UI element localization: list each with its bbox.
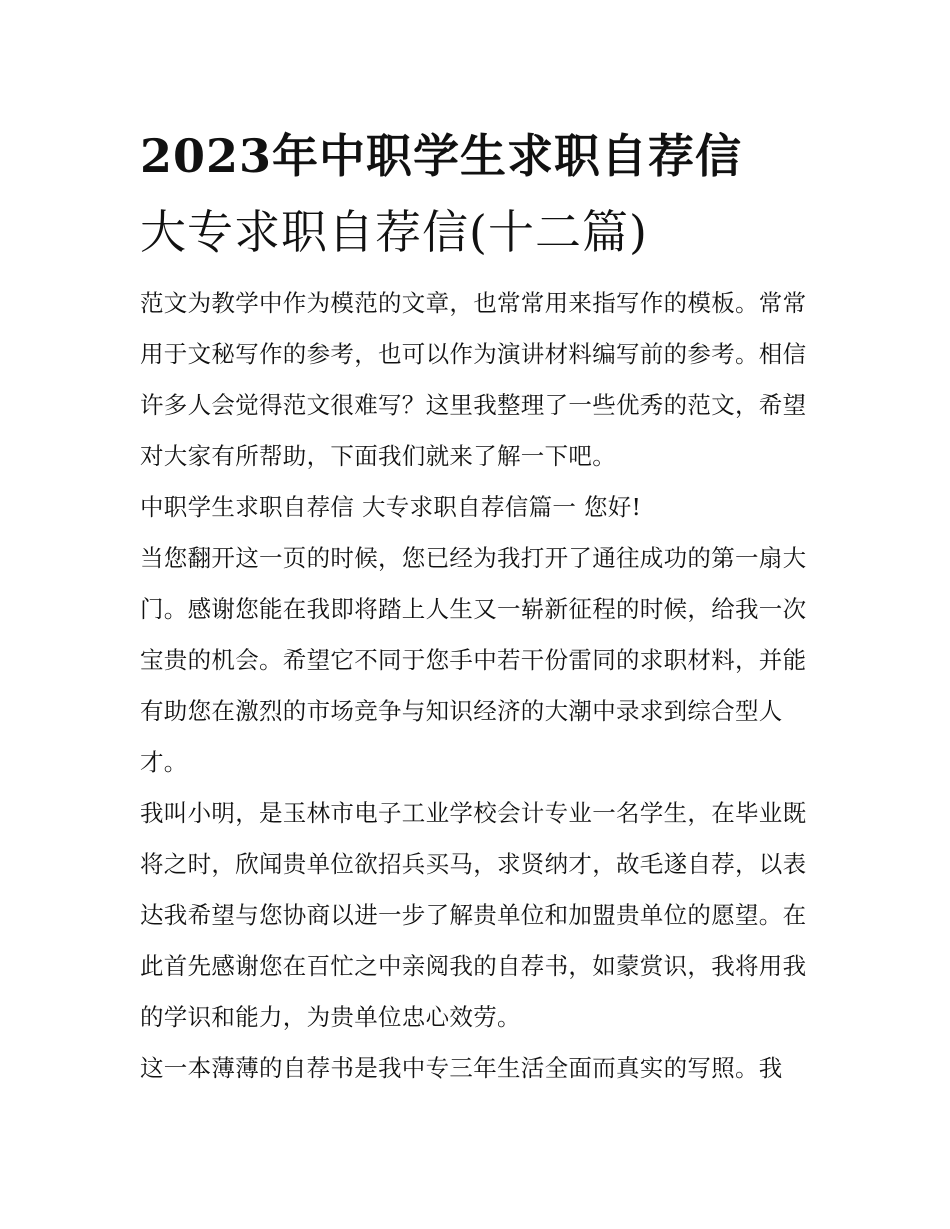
paragraph-heading-greeting: 中职学生求职自荐信 大专求职自荐信篇一 您好!	[140, 493, 642, 521]
document-title-line-1: 2023年中职学生求职自荐信	[140, 129, 743, 183]
paragraph-closing-fragment: 这一本薄薄的自荐书是我中专三年生活全面而真实的写照。我	[140, 1054, 783, 1082]
document-title-line-2: 大专求职自荐信(十二篇)	[140, 205, 648, 259]
paragraph-self-introduction: 我叫小明，是玉林市电子工业学校会计专业一名学生，在毕业既将之时，欣闻贵单位欲招兵买马，求贤纳才，故毛遂自荐，以表达我希望与您协商以进一步了解贵单位和加盟贵单位的愿望。在此首先感谢您在百忙之中亲阅我的自荐书，如蒙赏识，我将用我的学识和能力，为贵单位忠心效劳。	[140, 799, 807, 1031]
paragraph-opening: 当您翻开这一页的时候，您已经为我打开了通往成功的第一扇大门。感谢您能在我即将踏上人生又一崭新征程的时候，给我一次宝贵的机会。希望它不同于您手中若干份雷同的求职材料，并能有助您在激烈的市场竞争与知识经济的大潮中录求到综合型人才。	[140, 544, 807, 776]
paragraph-intro: 范文为教学中作为模范的文章，也常常用来指写作的模板。常常用于文秘写作的参考，也可以作为演讲材料编写前的参考。相信许多人会觉得范文很难写？这里我整理了一些优秀的范文，希望对大家有所帮助，下面我们就来了解一下吧。	[140, 289, 807, 470]
document-page	[140, 118, 820, 1094]
